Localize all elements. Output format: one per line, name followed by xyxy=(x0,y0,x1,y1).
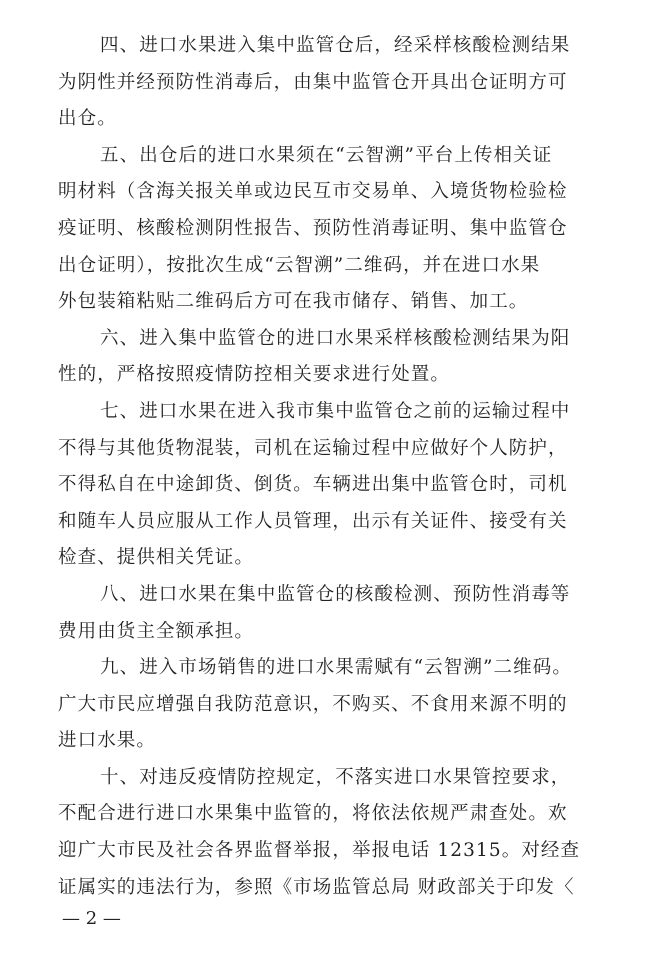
paragraph-4-line-3: 出仓。 xyxy=(58,108,117,130)
paragraph-8-line-1: 八、进口水果在集中监管仓的核酸检测、预防性消毒等 xyxy=(100,583,571,605)
paragraph-10-line-3: 迎广大市民及社会各界监督举报，举报电话 12315。对经查 xyxy=(58,840,581,862)
paragraph-5-line-2: 明材料（含海关报关单或边民互市交易单、入境货物检验检 xyxy=(58,181,568,203)
document-body xyxy=(58,28,588,906)
paragraph-7-line-2: 不得与其他货物混装，司机在运输过程中应做好个人防护， xyxy=(58,437,568,459)
paragraph-9-line-2: 广大市民应增强自我防范意识，不购买、不食用来源不明的 xyxy=(58,693,568,715)
paragraph-6-line-1: 六、进入集中监管仓的进口水果采样核酸检测结果为阳 xyxy=(100,327,571,349)
paragraph-9-line-1: 九、进入市场销售的进口水果需赋有“云智溯”二维码。 xyxy=(100,657,572,679)
paragraph-7-line-4: 和随车人员应服从工作人员管理，出示有关证件、接受有关 xyxy=(58,510,568,532)
paragraph-10-line-1: 十、对违反疫情防控规定，不落实进口水果管控要求， xyxy=(100,766,571,788)
paragraph-7-line-3: 不得私自在中途卸货、倒货。车辆进出集中监管仓时，司机 xyxy=(58,474,568,496)
paragraph-5-line-4: 出仓证明），按批次生成“云智溯”二维码，并在进口水果 xyxy=(58,254,541,276)
paragraph-7-line-1: 七、进口水果在进入我市集中监管仓之前的运输过程中 xyxy=(100,400,571,422)
paragraph-9-line-3: 进口水果。 xyxy=(58,730,157,752)
paragraph-5-line-1: 五、出仓后的进口水果须在“云智溯”平台上传相关证 xyxy=(100,144,553,166)
paragraph-5-line-5: 外包装箱粘贴二维码后方可在我市储存、销售、加工。 xyxy=(58,291,529,313)
paragraph-4-line-2: 为阴性并经预防性消毒后，由集中监管仓开具出仓证明方可 xyxy=(58,71,568,93)
page-number: — 2 — xyxy=(62,908,121,929)
paragraph-4-line-1: 四、进口水果进入集中监管仓后，经采样核酸检测结果 xyxy=(100,35,571,56)
paragraph-10-line-2: 不配合进行进口水果集中监管的，将依法依规严肃查处。欢 xyxy=(58,803,568,825)
paragraph-7-line-5: 检查、提供相关凭证。 xyxy=(58,547,255,569)
paragraph-10-line-4: 证属实的违法行为，参照《市场监管总局 财政部关于印发〈 xyxy=(58,876,575,898)
paragraph-6-line-2: 性的，严格按照疫情防控相关要求进行处置。 xyxy=(58,364,451,386)
paragraph-5-line-3: 疫证明、核酸检测阴性报告、预防性消毒证明、集中监管仓 xyxy=(58,217,568,239)
paragraph-8-line-2: 费用由货主全额承担。 xyxy=(58,620,255,642)
